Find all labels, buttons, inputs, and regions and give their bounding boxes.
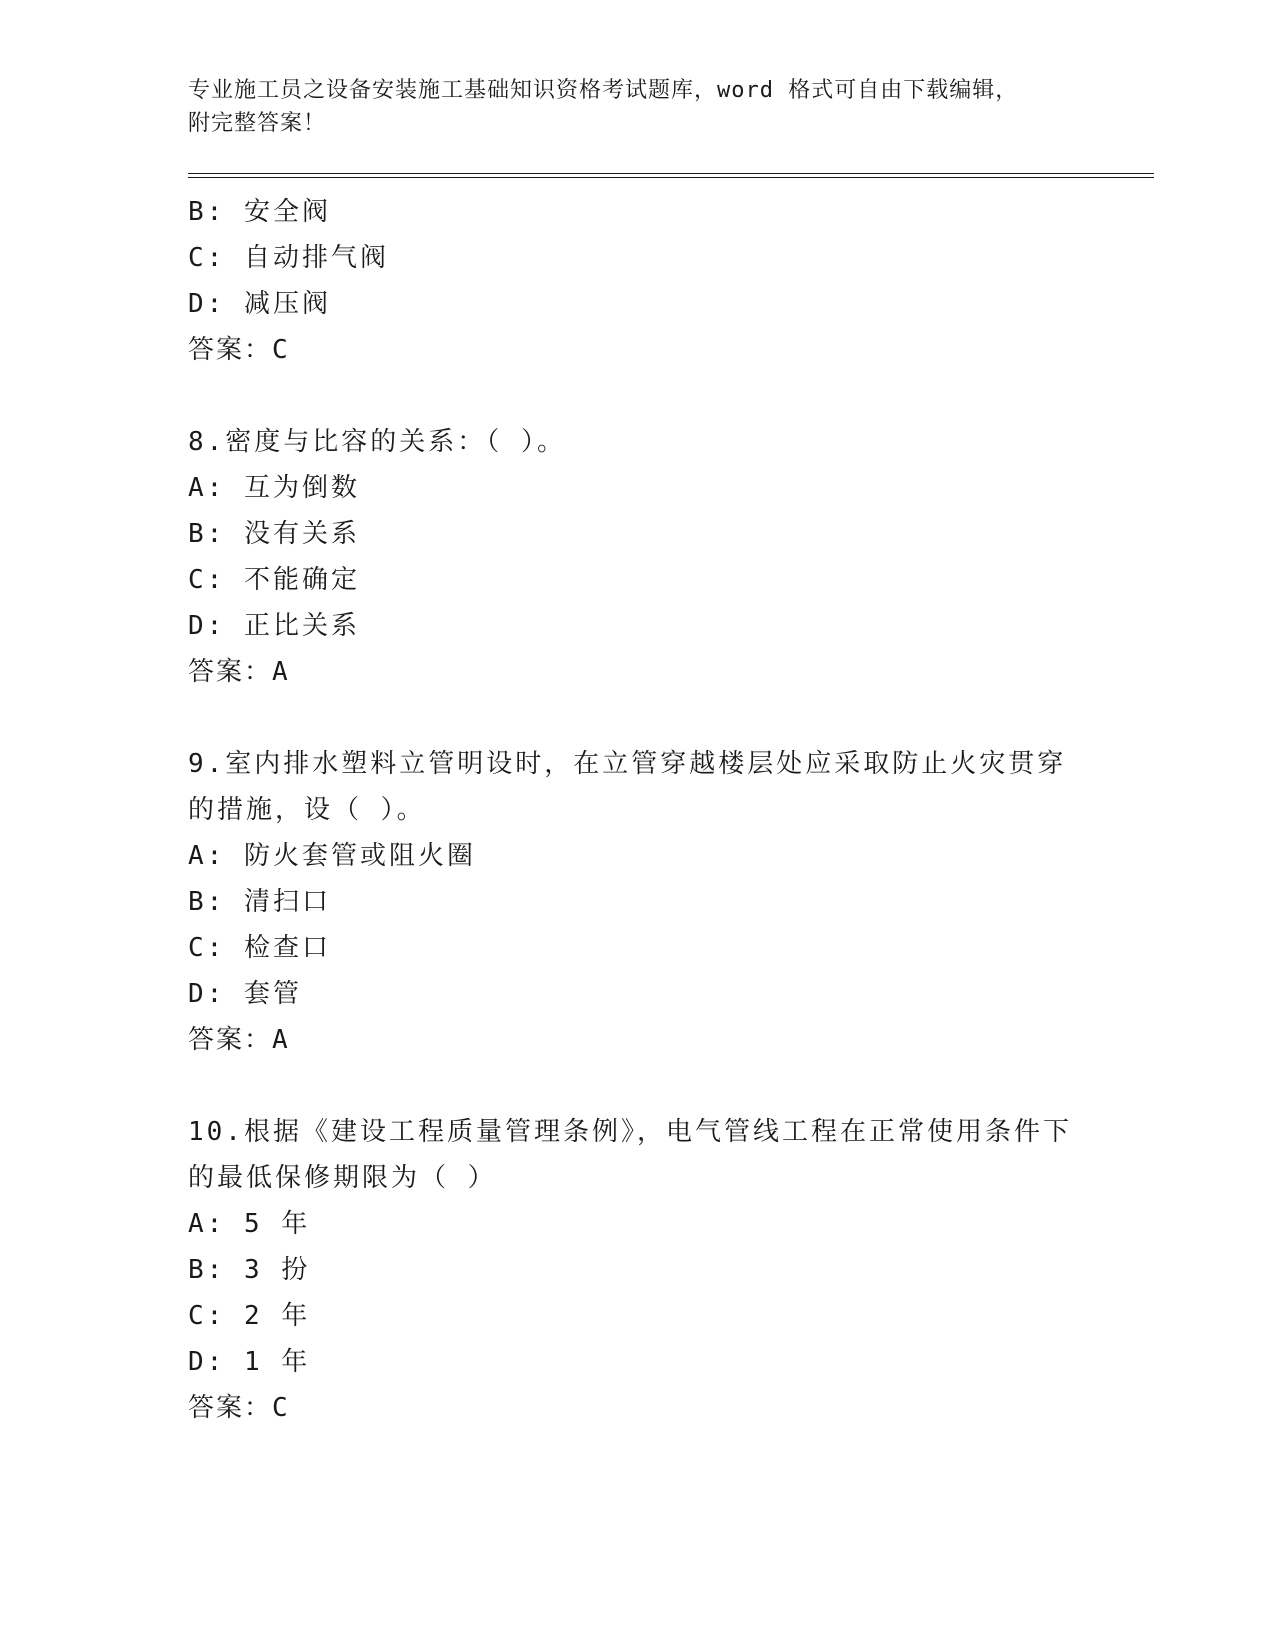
option-d: D: 1 年 <box>188 1347 311 1377</box>
option-c: C: 2 年 <box>188 1301 311 1331</box>
answer: 答案：A <box>188 1025 290 1055</box>
header-line-1: 专业施工员之设备安装施工基础知识资格考试题库，word 格式可自由下载编辑， <box>188 78 1019 103</box>
question-stem-line-1: 9.室内排水塑料立管明设时，在立管穿越楼层处应采取防止火灾贯穿 <box>188 749 1067 779</box>
option-c: C: 检查口 <box>188 933 331 963</box>
document-header <box>188 74 1068 140</box>
option-b: B: 没有关系 <box>188 519 360 549</box>
option-d: D: 减压阀 <box>188 289 331 319</box>
answer: 答案：C <box>188 1393 290 1423</box>
question-list <box>188 189 1088 1431</box>
option-a: A: 5 年 <box>188 1209 311 1239</box>
header-line-2: 附完整答案！ <box>188 111 327 136</box>
spacer <box>188 695 1088 741</box>
answer: 答案：A <box>188 657 290 687</box>
option-b: B: 安全阀 <box>188 197 331 227</box>
spacer <box>188 373 1088 419</box>
option-b: B: 3 扮 <box>188 1255 311 1285</box>
answer: 答案：C <box>188 335 290 365</box>
spacer <box>188 1063 1088 1109</box>
question-7 <box>188 189 1088 373</box>
option-b: B: 清扫口 <box>188 887 331 917</box>
option-c: C: 自动排气阀 <box>188 243 389 273</box>
option-c: C: 不能确定 <box>188 565 360 595</box>
option-d: D: 套管 <box>188 979 302 1009</box>
header-divider-bottom <box>188 177 1154 178</box>
header-divider-top <box>188 173 1154 174</box>
option-a: A: 防火套管或阻火圈 <box>188 841 476 871</box>
question-9 <box>188 741 1088 1063</box>
question-8 <box>188 419 1088 695</box>
question-stem-line-1: 10.根据《建设工程质量管理条例》，电气管线工程在正常使用条件下 <box>188 1117 1072 1147</box>
question-stem: 8.密度与比容的关系：（ ）。 <box>188 427 566 457</box>
question-stem-line-2: 的最低保修期限为（ ） <box>188 1163 497 1193</box>
option-a: A: 互为倒数 <box>188 473 360 503</box>
question-10 <box>188 1109 1088 1431</box>
option-d: D: 正比关系 <box>188 611 360 641</box>
question-stem-line-2: 的措施，设（ ）。 <box>188 795 426 825</box>
